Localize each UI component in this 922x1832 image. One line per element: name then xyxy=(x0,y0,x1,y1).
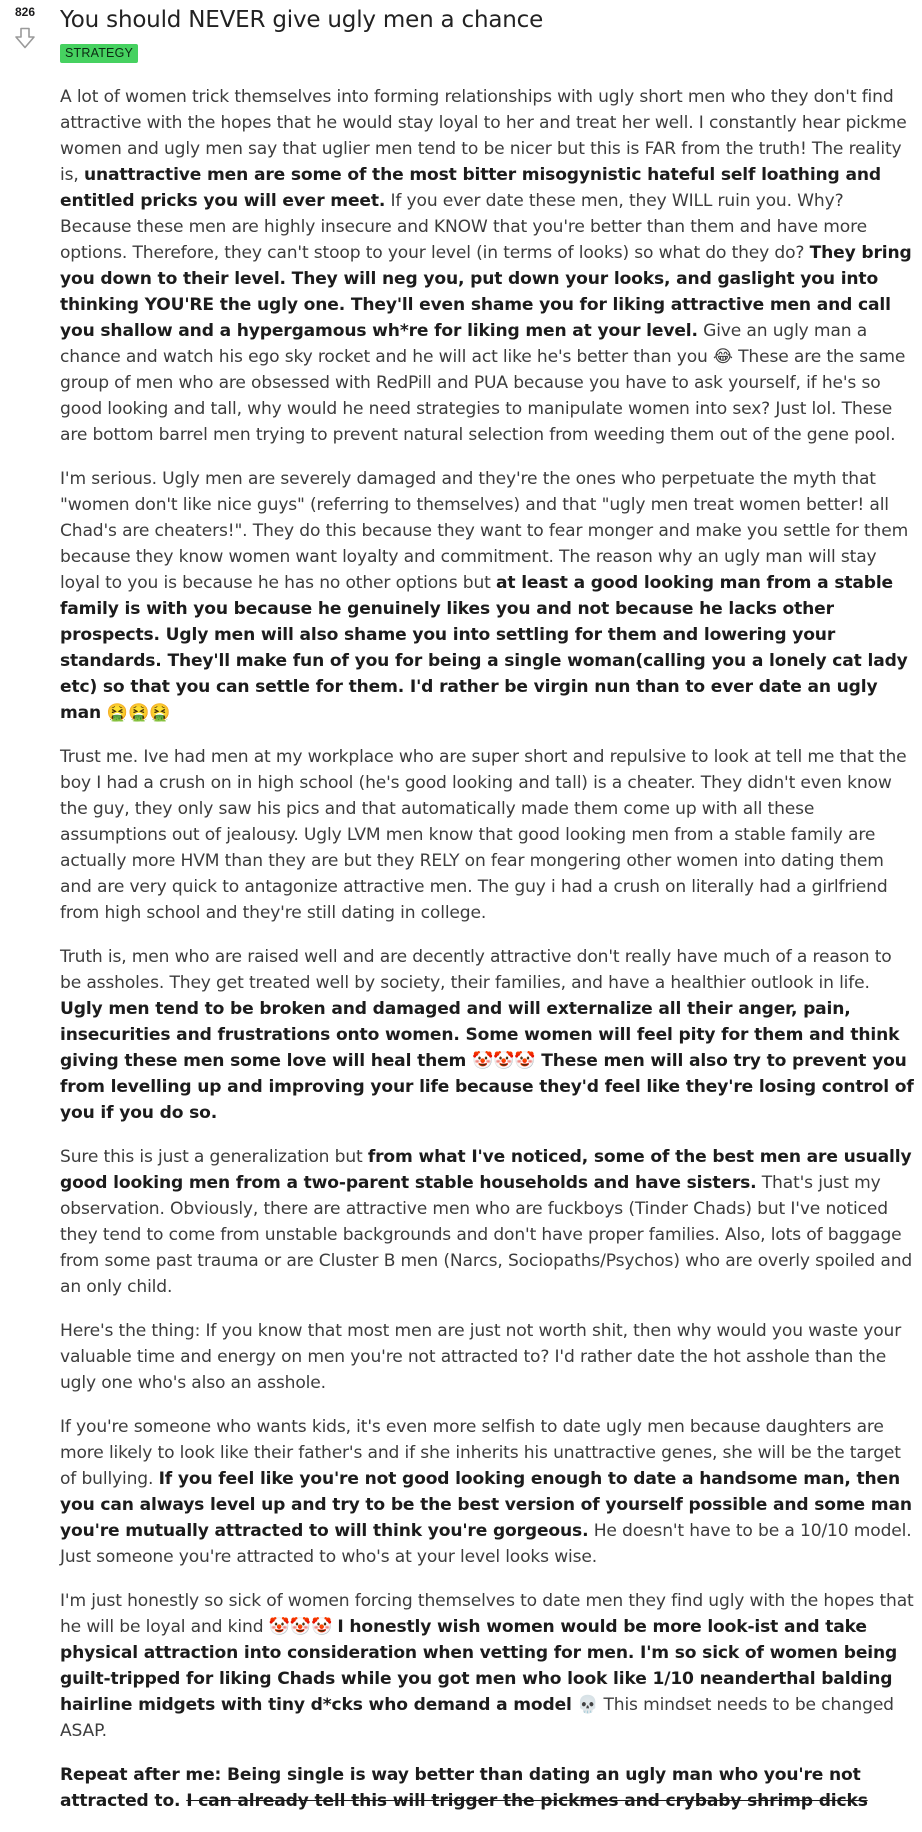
downvote-arrow-icon[interactable] xyxy=(13,26,37,50)
vote-score: 826 xyxy=(14,5,36,19)
paragraph-text: If you ever date these men, they WILL ruin you. Why? Because these men are highly insecure and KNOW that you're better than them and have more options. Therefore, they can't stoop to your level (in terms of looks) so what do they do? xyxy=(60,191,867,263)
post-flair[interactable]: STRATEGY xyxy=(60,44,138,63)
post-paragraph xyxy=(60,1762,916,1814)
bold-text: from what I've noticed, some of the best men are usually good looking men from a two-parent stable households and have sisters. xyxy=(60,1147,912,1193)
paragraph-text: 💀 This mindset needs to be changed ASAP. xyxy=(60,1695,894,1741)
post-paragraph xyxy=(60,1414,916,1570)
paragraph-text: I'm just honestly so sick of women forcing themselves to date men they find ugly with the hopes that he will be loyal and kind 🤡🤡🤡 xyxy=(60,1591,914,1637)
paragraph-text: Here's the thing: If you know that most men are just not worth shit, then why would you waste your valuable time and energy on men you're not attracted to? I'd rather date the hot asshole than the ugly one who's also an asshole. xyxy=(60,1321,902,1393)
post-paragraph xyxy=(60,1588,916,1744)
post-paragraph xyxy=(60,1144,916,1300)
paragraph-text: Trust me. Ive had men at my workplace who are super short and repulsive to look at tell me that the boy I had a crush on in high school (he's good looking and tall) is a cheater. They didn't even know the guy, they only saw his pics and that automatically made them come up with all these assumptions out of jealousy. Ugly LVM men know that good looking men from a stable family are actually more HVM than they are but they RELY on fear mongering other women into dating them and are very quick to antagonize attractive men. The guy i had a crush on literally had a girlfriend from high school and they're still dating in college. xyxy=(60,747,907,923)
post-body xyxy=(60,84,916,1814)
paragraph-text: Give an ugly man a chance and watch his ego sky rocket and he will act like he's better than you 😂 These are the same group of men who are obsessed with RedPill and PUA because you have to ask yourself, if he's so good looking and tall, why would he need strategies to manipulate women into sex? Just lol. These are bottom barrel men trying to prevent natural selection from weeding them out of the gene pool. xyxy=(60,321,906,445)
bold-text: If you feel like you're not good looking enough to date a handsome man, then you can always level up and try to be the best version of yourself possible and some man you're mutually attracted to will think you're gorgeous. xyxy=(60,1469,912,1541)
bold-text: Ugly men tend to be broken and damaged and will externalize all their anger, pain, insecurities and frustrations onto women. Some women will feel pity for them and think giving these men some love will heal them 🤡🤡🤡 These men will also try to prevent you from levelling up and improving your life because they'd feel like they're losing control of you if you do so. xyxy=(60,999,914,1123)
paragraph-text: He doesn't have to be a 10/10 model. Just someone you're attracted to who's at your level looks wise. xyxy=(60,1521,912,1567)
post-paragraph xyxy=(60,84,916,448)
post-paragraph xyxy=(60,944,916,1126)
post-paragraph xyxy=(60,744,916,926)
paragraph-text: Truth is, men who are raised well and are decently attractive don't really have much of a reason to be assholes. They get treated well by society, their families, and have a healthier outlook in life. xyxy=(60,947,892,993)
paragraph-text: A lot of women trick themselves into forming relationships with ugly short men who they don't find attractive with the hopes that he would stay loyal to her and treat her well. I constantly hear pickme women and ugly men say that uglier men tend to be nicer but this is FAR from the truth! The reality is, xyxy=(60,87,907,185)
post-paragraph xyxy=(60,1318,916,1396)
paragraph-text: That's just my observation. Obviously, there are attractive men who are fuckboys (Tinder Chads) but I've noticed they tend to come from unstable backgrounds and don't have proper families. Also, lots of baggage from some past trauma or are Cluster B men (Narcs, Sociopaths/Psychos) who are overly spoiled and an only child. xyxy=(60,1173,913,1297)
paragraph-text: I'm serious. Ugly men are severely damaged and they're the ones who perpetuate the myth that "women don't like nice guys" (referring to themselves) and that "ugly men treat women better! all Chad's are cheaters!". They do this because they want to fear monger and make you settle for them because they know women want loyalty and commitment. The reason why an ugly man will stay loyal to you is because he has no other options but xyxy=(60,469,909,593)
bold-text: They bring you down to their level. They will neg you, put down your looks, and gaslight you into thinking YOU'RE the ugly one. They'll even shame you for liking attractive men and call you shallow and a hypergamous wh*re for liking men at your level. xyxy=(60,243,912,341)
post-paragraph xyxy=(60,466,916,726)
strikethrough-text: I can already tell this will trigger the pickmes and crybaby shrimp dicks xyxy=(186,1791,868,1811)
paragraph-text: If you're someone who wants kids, it's even more selfish to date ugly men because daughters are more likely to look like their father's and if she inherits his unattractive genes, she will be the target of bullying. xyxy=(60,1417,901,1489)
vote-column xyxy=(0,0,50,50)
bold-text: unattractive men are some of the most bitter misogynistic hateful self loathing and entitled pricks you will ever meet. xyxy=(60,165,881,211)
post-title[interactable]: You should NEVER give ugly men a chance xyxy=(60,7,544,33)
bold-text: Repeat after me: Being single is way better than dating an ugly man who you're not attracted to. xyxy=(60,1765,861,1811)
bold-text: at least a good looking man from a stable family is with you because he genuinely likes you and not because he lacks other prospects. Ugly men will also shame you into settling for them and lowering your standards. They'll make fun of you for being a single woman(calling you a lonely cat lady etc) so that you can settle for them. I'd rather be virgin nun than to ever date an ugly man 🤮🤮🤮 xyxy=(60,573,908,723)
paragraph-text: Sure this is just a generalization but xyxy=(60,1147,368,1167)
post-container xyxy=(60,0,916,1832)
bold-text: I honestly wish women would be more look-ist and take physical attraction into consideration when vetting for men. I'm so sick of women being guilt-tripped for liking Chads while you got men who look like 1/10 neanderthal balding hairline midgets with tiny d*cks who demand a model xyxy=(60,1617,898,1715)
